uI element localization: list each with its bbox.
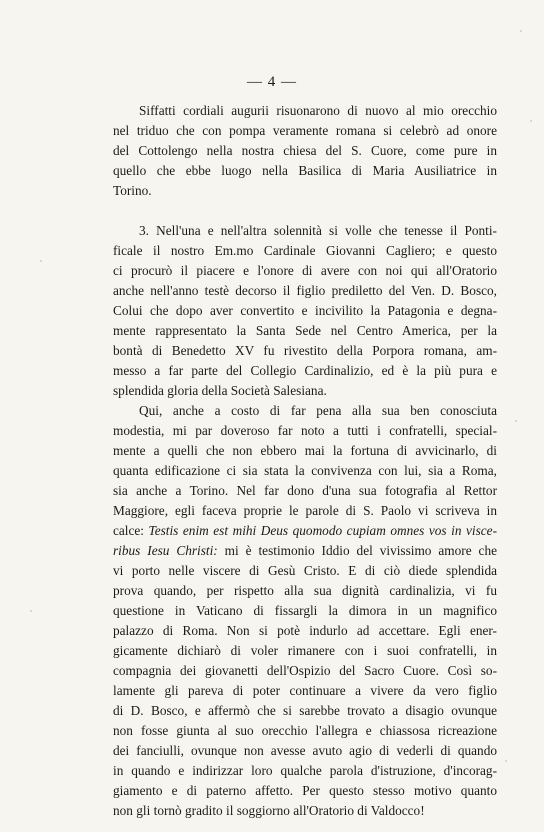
text-line: dei fanciulli, ovunque non avesse avuto agio di vederli di quando — [113, 743, 497, 758]
body-text — [113, 101, 497, 821]
scan-speck — [30, 610, 32, 612]
scan-speck — [40, 260, 42, 262]
text-line: Torino. — [113, 183, 152, 198]
text-line: prova quando, per rispetto alla sua dignità cardinalizia, vi fu — [113, 583, 497, 598]
scan-speck — [520, 30, 522, 32]
text-line: gicamente dichiarò di voler rimanere con i suoi confratelli, in — [113, 643, 497, 658]
scan-speck — [530, 120, 532, 122]
text-line: non gli tornò gradito il soggiorno all'Oratorio di Valdocco! — [113, 803, 425, 818]
text-line: non fosse giunta al suo orecchio l'allegra e chiassosa ricreazione — [113, 723, 497, 738]
text-line: modestia, mi par doveroso far noto a tutti i confratelli, special- — [113, 423, 497, 438]
scan-speck — [505, 760, 507, 762]
text-line: quanta edificazione ci sia stata la convivenza con lui, sia a Roma, — [113, 463, 497, 478]
latin-quote: Testis enim est mihi Deus quomodo cupiam omnes vos in visce- — [148, 523, 498, 538]
text-line: quello che ebbe luogo nella Basilica di Maria Ausiliatrice in — [113, 163, 497, 178]
text-line: Colui che dopo aver convertito e incivilito la Patagonia e degna- — [113, 303, 497, 318]
text-line: messo a far parte del Collegio Cardinalizio, ed è la più pura e — [113, 363, 497, 378]
text-line: compagnia dei giovanetti dell'Ospizio del Sacro Cuore. Così so- — [113, 663, 497, 678]
text-line-quote — [113, 521, 497, 541]
text-line: vi porto nelle viscere di Gesù Cristo. E di ciò diede splendida — [113, 563, 497, 578]
text-line: nel triduo che con pompa veramente romana si celebrò ad onore — [113, 123, 497, 138]
text-line: 3. Nell'una e nell'altra solennità si volle che tenesse il Ponti- — [139, 223, 497, 238]
text-line: lamente gli pareva di poter continuare a vivere da vero figlio — [113, 683, 497, 698]
text-line: splendida gloria della Società Salesiana. — [113, 383, 327, 398]
text-line: di D. Bosco, e affermò che si sarebbe trovato a disagio ovunque — [113, 703, 497, 718]
scan-speck — [515, 420, 517, 422]
text-line-quote — [113, 541, 497, 561]
paragraph-2 — [113, 221, 497, 401]
page-number: — 4 — — [247, 74, 297, 90]
text-line: del Cottolengo nella nostra chiesa del S. Cuore, come pure in — [113, 143, 497, 158]
text-line: sia anche a Torino. Nel far dono d'una sua fotografia al Rettor — [113, 483, 497, 498]
text-line: mente a quelli che non ebbero mai la fortuna di avvicinarlo, di — [113, 443, 497, 458]
text-line: Siffatti cordiali augurii risuonarono di nuovo al mio orecchio — [139, 103, 497, 118]
text-line: Maggiore, egli faceva proprie le parole di S. Paolo vi scriveva in — [113, 503, 497, 518]
text-run: calce: — [113, 523, 149, 538]
text-line: mente rappresentato la Santa Sede nel Centro America, per la — [113, 323, 497, 338]
text-line: palazzo di Roma. Non si potè indurlo ad accettare. Egli ener- — [113, 623, 497, 638]
text-line: in quando e indirizzar loro qualche parola d'istruzione, d'incorag- — [113, 763, 497, 778]
text-run: mi è testimonio Iddio del vivissimo amore che — [217, 543, 497, 558]
latin-quote: ribus Iesu Christi: — [113, 543, 218, 558]
text-line: anche nell'anno testè decorso il figlio prediletto del Ven. D. Bosco, — [113, 283, 497, 298]
text-line: Qui, anche a costo di far pena alla sua ben conosciuta — [139, 403, 497, 418]
text-line: questione in Vaticano di fissargli la dimora in un magnifico — [113, 603, 497, 618]
text-line: ficale il nostro Em.mo Cardinale Giovanni Cagliero; e questo — [113, 243, 497, 258]
paragraph-3 — [113, 401, 497, 821]
text-line: ci procurò il piacere e l'onore di avere con noi qui all'Oratorio — [113, 263, 497, 278]
paragraph-1 — [113, 101, 497, 201]
text-line: bontà di Benedetto XV fu rivestito della Porpora romana, am- — [113, 343, 497, 358]
text-line: giamento e di paterno affetto. Per questo stesso motivo quanto — [113, 783, 497, 798]
